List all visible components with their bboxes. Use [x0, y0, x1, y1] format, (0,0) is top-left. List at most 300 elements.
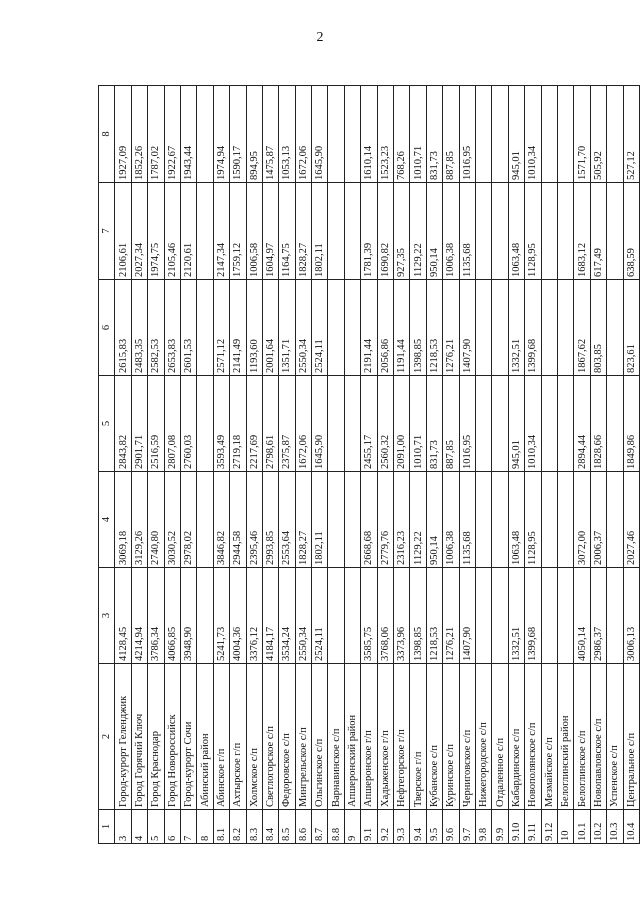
tariff-table [98, 85, 640, 844]
row-number-cell: 9.7 [459, 810, 475, 844]
value-cell: 2056,86 [377, 280, 393, 376]
value-cell: 831,73 [426, 86, 442, 183]
value-cell: 1399,68 [525, 280, 541, 376]
value-cell [197, 376, 213, 472]
value-cell: 1128,95 [525, 183, 541, 280]
value-cell: 950,14 [426, 183, 442, 280]
value-cell [557, 568, 573, 664]
value-cell: 2217,69 [246, 376, 262, 472]
value-cell: 1006,58 [246, 183, 262, 280]
value-cell: 1475,87 [262, 86, 278, 183]
value-cell: 1781,39 [361, 183, 377, 280]
value-cell: 2553,64 [279, 472, 295, 568]
value-cell: 3786,34 [148, 568, 164, 664]
value-cell: 1063,48 [508, 183, 524, 280]
table-row [361, 86, 377, 844]
municipality-cell: Нефтегорское г/п [394, 664, 410, 810]
row-number-cell: 5 [148, 810, 164, 844]
value-cell: 2986,37 [590, 568, 606, 664]
row-number-cell: 9.11 [525, 810, 541, 844]
value-cell: 1218,53 [426, 568, 442, 664]
municipality-cell: Новополянское с/п [525, 664, 541, 810]
value-cell: 945,01 [508, 86, 524, 183]
column-header: 2 [99, 664, 115, 810]
value-cell: 1828,27 [295, 183, 311, 280]
table-row [197, 86, 213, 844]
value-cell: 2027,46 [623, 472, 639, 568]
value-cell: 2944,58 [230, 472, 246, 568]
value-cell [328, 86, 344, 183]
value-cell [541, 183, 557, 280]
value-cell: 3030,52 [164, 472, 180, 568]
value-cell: 3129,26 [131, 472, 147, 568]
municipality-cell: Центральное с/п [623, 664, 639, 810]
value-cell: 1276,21 [443, 568, 459, 664]
value-cell: 4004,36 [230, 568, 246, 664]
value-cell [475, 280, 491, 376]
value-cell: 2779,76 [377, 472, 393, 568]
municipality-cell: Апшеронский район [344, 664, 360, 810]
value-cell: 4214,94 [131, 568, 147, 664]
value-cell [557, 472, 573, 568]
municipality-cell: Куринское с/п [443, 664, 459, 810]
row-number-cell: 9.6 [443, 810, 459, 844]
municipality-cell: Нижегородское с/п [475, 664, 491, 810]
row-number-cell: 10.2 [590, 810, 606, 844]
value-cell: 887,85 [443, 376, 459, 472]
value-cell: 2316,23 [394, 472, 410, 568]
value-cell: 4050,14 [574, 568, 590, 664]
value-cell: 1571,70 [574, 86, 590, 183]
value-cell: 1006,38 [443, 472, 459, 568]
value-cell [557, 280, 573, 376]
value-cell [344, 472, 360, 568]
value-cell [475, 568, 491, 664]
value-cell [475, 472, 491, 568]
value-cell: 527,12 [623, 86, 639, 183]
value-cell: 1351,71 [279, 280, 295, 376]
value-cell: 1135,68 [459, 472, 475, 568]
value-cell: 1128,95 [525, 472, 541, 568]
table-row [262, 86, 278, 844]
table-row [426, 86, 442, 844]
value-cell: 1759,12 [230, 183, 246, 280]
table-row [148, 86, 164, 844]
table-row [410, 86, 426, 844]
value-cell: 3846,82 [213, 472, 229, 568]
table-row [164, 86, 180, 844]
municipality-cell: Город-курорт Сочи [180, 664, 196, 810]
value-cell [607, 376, 623, 472]
row-number-cell: 8.3 [246, 810, 262, 844]
value-cell: 1016,95 [459, 376, 475, 472]
value-cell: 2601,53 [180, 280, 196, 376]
value-cell: 2550,34 [295, 280, 311, 376]
value-cell: 1922,67 [164, 86, 180, 183]
row-number-cell: 8.6 [295, 810, 311, 844]
value-cell [607, 472, 623, 568]
value-cell: 1407,90 [459, 280, 475, 376]
row-number-cell: 3 [115, 810, 131, 844]
value-cell: 638,59 [623, 183, 639, 280]
value-cell: 2027,34 [131, 183, 147, 280]
value-cell [492, 376, 508, 472]
value-cell: 2524,11 [312, 280, 328, 376]
value-cell [475, 183, 491, 280]
value-cell: 1852,26 [131, 86, 147, 183]
municipality-cell: Успенское с/п [607, 664, 623, 810]
value-cell: 1129,22 [410, 472, 426, 568]
value-cell: 1164,75 [279, 183, 295, 280]
municipality-cell: Светлогорское с/п [262, 664, 278, 810]
value-cell [197, 86, 213, 183]
value-cell [197, 183, 213, 280]
value-cell: 3373,96 [394, 568, 410, 664]
value-cell [541, 376, 557, 472]
value-cell: 1787,02 [148, 86, 164, 183]
value-cell: 2375,87 [279, 376, 295, 472]
table-row [394, 86, 410, 844]
value-cell: 1672,06 [295, 376, 311, 472]
value-cell: 1063,48 [508, 472, 524, 568]
value-cell: 2740,80 [148, 472, 164, 568]
table-row [541, 86, 557, 844]
value-cell: 2106,61 [115, 183, 131, 280]
column-header: 4 [99, 472, 115, 568]
rotated-table-frame [98, 86, 637, 844]
value-cell: 3069,18 [115, 472, 131, 568]
table-row [295, 86, 311, 844]
value-cell: 831,73 [426, 376, 442, 472]
municipality-cell: Мезмайское с/п [541, 664, 557, 810]
value-cell: 3768,06 [377, 568, 393, 664]
value-cell [328, 183, 344, 280]
value-cell: 1802,11 [312, 183, 328, 280]
municipality-cell: Город Краснодар [148, 664, 164, 810]
header-row [99, 86, 115, 844]
municipality-cell: Мингрельское с/п [295, 664, 311, 810]
value-cell: 5241,73 [213, 568, 229, 664]
value-cell: 1135,68 [459, 183, 475, 280]
value-cell: 2582,53 [148, 280, 164, 376]
value-cell: 1849,86 [623, 376, 639, 472]
value-cell: 2615,83 [115, 280, 131, 376]
row-number-cell: 9.12 [541, 810, 557, 844]
value-cell: 2894,44 [574, 376, 590, 472]
value-cell: 1927,09 [115, 86, 131, 183]
value-cell: 3376,12 [246, 568, 262, 664]
value-cell [344, 376, 360, 472]
row-number-cell: 8.4 [262, 810, 278, 844]
value-cell: 2524,11 [312, 568, 328, 664]
value-cell: 1523,23 [377, 86, 393, 183]
municipality-cell: Новопавловское с/п [590, 664, 606, 810]
value-cell: 1683,12 [574, 183, 590, 280]
value-cell: 2760,03 [180, 376, 196, 472]
value-cell: 1398,85 [410, 280, 426, 376]
value-cell [557, 86, 573, 183]
value-cell [557, 183, 573, 280]
table-row [377, 86, 393, 844]
value-cell [197, 472, 213, 568]
value-cell: 2993,85 [262, 472, 278, 568]
column-header: 7 [99, 183, 115, 280]
table-row [590, 86, 606, 844]
page-number: 2 [316, 30, 324, 45]
value-cell: 1010,71 [410, 86, 426, 183]
value-cell: 1398,85 [410, 568, 426, 664]
value-cell: 945,01 [508, 376, 524, 472]
value-cell: 2843,82 [115, 376, 131, 472]
value-cell: 2120,61 [180, 183, 196, 280]
value-cell: 2798,61 [262, 376, 278, 472]
value-cell [557, 376, 573, 472]
value-cell [541, 568, 557, 664]
value-cell: 1010,34 [525, 376, 541, 472]
table-row [443, 86, 459, 844]
table-row [328, 86, 344, 844]
table-row [459, 86, 475, 844]
value-cell: 4128,45 [115, 568, 131, 664]
row-number-cell: 10.4 [623, 810, 639, 844]
row-number-cell: 9.4 [410, 810, 426, 844]
municipality-cell: Федоровское с/п [279, 664, 295, 810]
value-cell: 1604,97 [262, 183, 278, 280]
municipality-cell: Ольгинское с/п [312, 664, 328, 810]
value-cell: 2807,08 [164, 376, 180, 472]
column-header: 1 [99, 810, 115, 844]
value-cell: 3006,13 [623, 568, 639, 664]
value-cell [344, 568, 360, 664]
municipality-cell: Кабардинское с/п [508, 664, 524, 810]
value-cell [328, 568, 344, 664]
row-number-cell: 8.1 [213, 810, 229, 844]
table-row [525, 86, 541, 844]
table-row [246, 86, 262, 844]
row-number-cell: 9.9 [492, 810, 508, 844]
row-number-cell: 10.1 [574, 810, 590, 844]
table-row [607, 86, 623, 844]
value-cell [607, 86, 623, 183]
row-number-cell: 9.5 [426, 810, 442, 844]
table-row [557, 86, 573, 844]
value-cell: 1399,68 [525, 568, 541, 664]
row-number-cell: 7 [180, 810, 196, 844]
value-cell: 1943,44 [180, 86, 196, 183]
value-cell [541, 86, 557, 183]
value-cell: 1193,60 [246, 280, 262, 376]
row-number-cell: 8.8 [328, 810, 344, 844]
row-number-cell: 9.8 [475, 810, 491, 844]
row-number-cell: 8.7 [312, 810, 328, 844]
municipality-cell: Абинский район [197, 664, 213, 810]
row-number-cell: 10 [557, 810, 573, 844]
value-cell: 2147,34 [213, 183, 229, 280]
value-cell: 1332,51 [508, 280, 524, 376]
municipality-cell: Отдаленное с/п [492, 664, 508, 810]
row-number-cell: 9.10 [508, 810, 524, 844]
value-cell: 1590,17 [230, 86, 246, 183]
rotated-table-content [98, 86, 637, 844]
column-header: 3 [99, 568, 115, 664]
row-number-cell: 9.3 [394, 810, 410, 844]
table-row [508, 86, 524, 844]
value-cell [607, 568, 623, 664]
municipality-cell: Холмское с/п [246, 664, 262, 810]
value-cell [492, 568, 508, 664]
value-cell: 3593,49 [213, 376, 229, 472]
value-cell: 1191,44 [394, 280, 410, 376]
municipality-cell: Абинское г/п [213, 664, 229, 810]
value-cell: 3585,75 [361, 568, 377, 664]
municipality-cell: Белоглинское с/п [574, 664, 590, 810]
column-header: 5 [99, 376, 115, 472]
table-row [213, 86, 229, 844]
value-cell: 617,49 [590, 183, 606, 280]
value-cell: 1006,38 [443, 183, 459, 280]
row-number-cell: 9.2 [377, 810, 393, 844]
value-cell: 1129,22 [410, 183, 426, 280]
value-cell: 2719,18 [230, 376, 246, 472]
value-cell: 1218,53 [426, 280, 442, 376]
value-cell: 1610,14 [361, 86, 377, 183]
value-cell: 2105,46 [164, 183, 180, 280]
value-cell: 1276,21 [443, 280, 459, 376]
value-cell: 2141,49 [230, 280, 246, 376]
municipality-cell: Белоглинский район [557, 664, 573, 810]
row-number-cell: 10.3 [607, 810, 623, 844]
row-number-cell: 8.2 [230, 810, 246, 844]
value-cell: 2653,83 [164, 280, 180, 376]
value-cell: 1867,62 [574, 280, 590, 376]
value-cell: 3072,00 [574, 472, 590, 568]
value-cell: 1828,66 [590, 376, 606, 472]
value-cell [197, 568, 213, 664]
value-cell: 1672,06 [295, 86, 311, 183]
value-cell: 2516,59 [148, 376, 164, 472]
value-cell [475, 86, 491, 183]
value-cell: 3948,90 [180, 568, 196, 664]
row-number-cell: 8 [197, 810, 213, 844]
municipality-cell: Ахтырское г/п [230, 664, 246, 810]
value-cell: 768,26 [394, 86, 410, 183]
value-cell [344, 280, 360, 376]
table-row [180, 86, 196, 844]
value-cell [197, 280, 213, 376]
value-cell [328, 376, 344, 472]
municipality-cell: Кубанское с/п [426, 664, 442, 810]
value-cell: 1828,27 [295, 472, 311, 568]
value-cell: 2191,44 [361, 280, 377, 376]
value-cell [541, 472, 557, 568]
value-cell [607, 280, 623, 376]
row-number-cell: 8.5 [279, 810, 295, 844]
value-cell: 2560,32 [377, 376, 393, 472]
value-cell [475, 376, 491, 472]
municipality-cell: Город Горячий Ключ [131, 664, 147, 810]
value-cell: 1802,11 [312, 472, 328, 568]
value-cell: 1407,90 [459, 568, 475, 664]
value-cell [492, 86, 508, 183]
municipality-cell: Город-курорт Геленджик [115, 664, 131, 810]
row-number-cell: 9 [344, 810, 360, 844]
value-cell [328, 472, 344, 568]
table-row [492, 86, 508, 844]
value-cell: 2550,34 [295, 568, 311, 664]
value-cell: 1332,51 [508, 568, 524, 664]
value-cell: 950,14 [426, 472, 442, 568]
value-cell: 1053,13 [279, 86, 295, 183]
value-cell [328, 280, 344, 376]
table-row [312, 86, 328, 844]
value-cell: 1645,90 [312, 376, 328, 472]
value-cell [541, 280, 557, 376]
table-row [279, 86, 295, 844]
value-cell [607, 183, 623, 280]
value-cell: 1016,95 [459, 86, 475, 183]
value-cell: 2001,64 [262, 280, 278, 376]
value-cell: 887,85 [443, 86, 459, 183]
value-cell: 4184,17 [262, 568, 278, 664]
value-cell: 4066,85 [164, 568, 180, 664]
row-number-cell: 6 [164, 810, 180, 844]
value-cell: 2668,68 [361, 472, 377, 568]
column-header: 6 [99, 280, 115, 376]
row-number-cell: 4 [131, 810, 147, 844]
municipality-cell: Хадыженское г/п [377, 664, 393, 810]
value-cell: 2901,71 [131, 376, 147, 472]
table-row [115, 86, 131, 844]
value-cell: 1010,71 [410, 376, 426, 472]
row-number-cell: 9.1 [361, 810, 377, 844]
column-header: 8 [99, 86, 115, 183]
table-body [115, 86, 640, 844]
value-cell: 3534,24 [279, 568, 295, 664]
value-cell [492, 472, 508, 568]
table-row [344, 86, 360, 844]
value-cell: 1645,90 [312, 86, 328, 183]
value-cell: 2395,46 [246, 472, 262, 568]
value-cell: 1974,75 [148, 183, 164, 280]
value-cell: 823,61 [623, 280, 639, 376]
value-cell: 2006,37 [590, 472, 606, 568]
table-row [574, 86, 590, 844]
table-row [230, 86, 246, 844]
municipality-cell: Черниговское с/п [459, 664, 475, 810]
value-cell [492, 183, 508, 280]
municipality-cell: Варнавинское с/п [328, 664, 344, 810]
value-cell: 2978,02 [180, 472, 196, 568]
value-cell [344, 86, 360, 183]
value-cell: 2571,12 [213, 280, 229, 376]
value-cell: 2483,35 [131, 280, 147, 376]
value-cell: 803,85 [590, 280, 606, 376]
table-row [623, 86, 639, 844]
value-cell: 894,95 [246, 86, 262, 183]
municipality-cell: Апшеронское г/п [361, 664, 377, 810]
municipality-cell: Тверское г/п [410, 664, 426, 810]
table-row [475, 86, 491, 844]
value-cell: 505,92 [590, 86, 606, 183]
value-cell: 2455,17 [361, 376, 377, 472]
municipality-cell: Город Новороссийск [164, 664, 180, 810]
value-cell: 927,35 [394, 183, 410, 280]
table-row [131, 86, 147, 844]
value-cell: 1974,94 [213, 86, 229, 183]
value-cell [344, 183, 360, 280]
value-cell [492, 280, 508, 376]
value-cell: 2091,00 [394, 376, 410, 472]
